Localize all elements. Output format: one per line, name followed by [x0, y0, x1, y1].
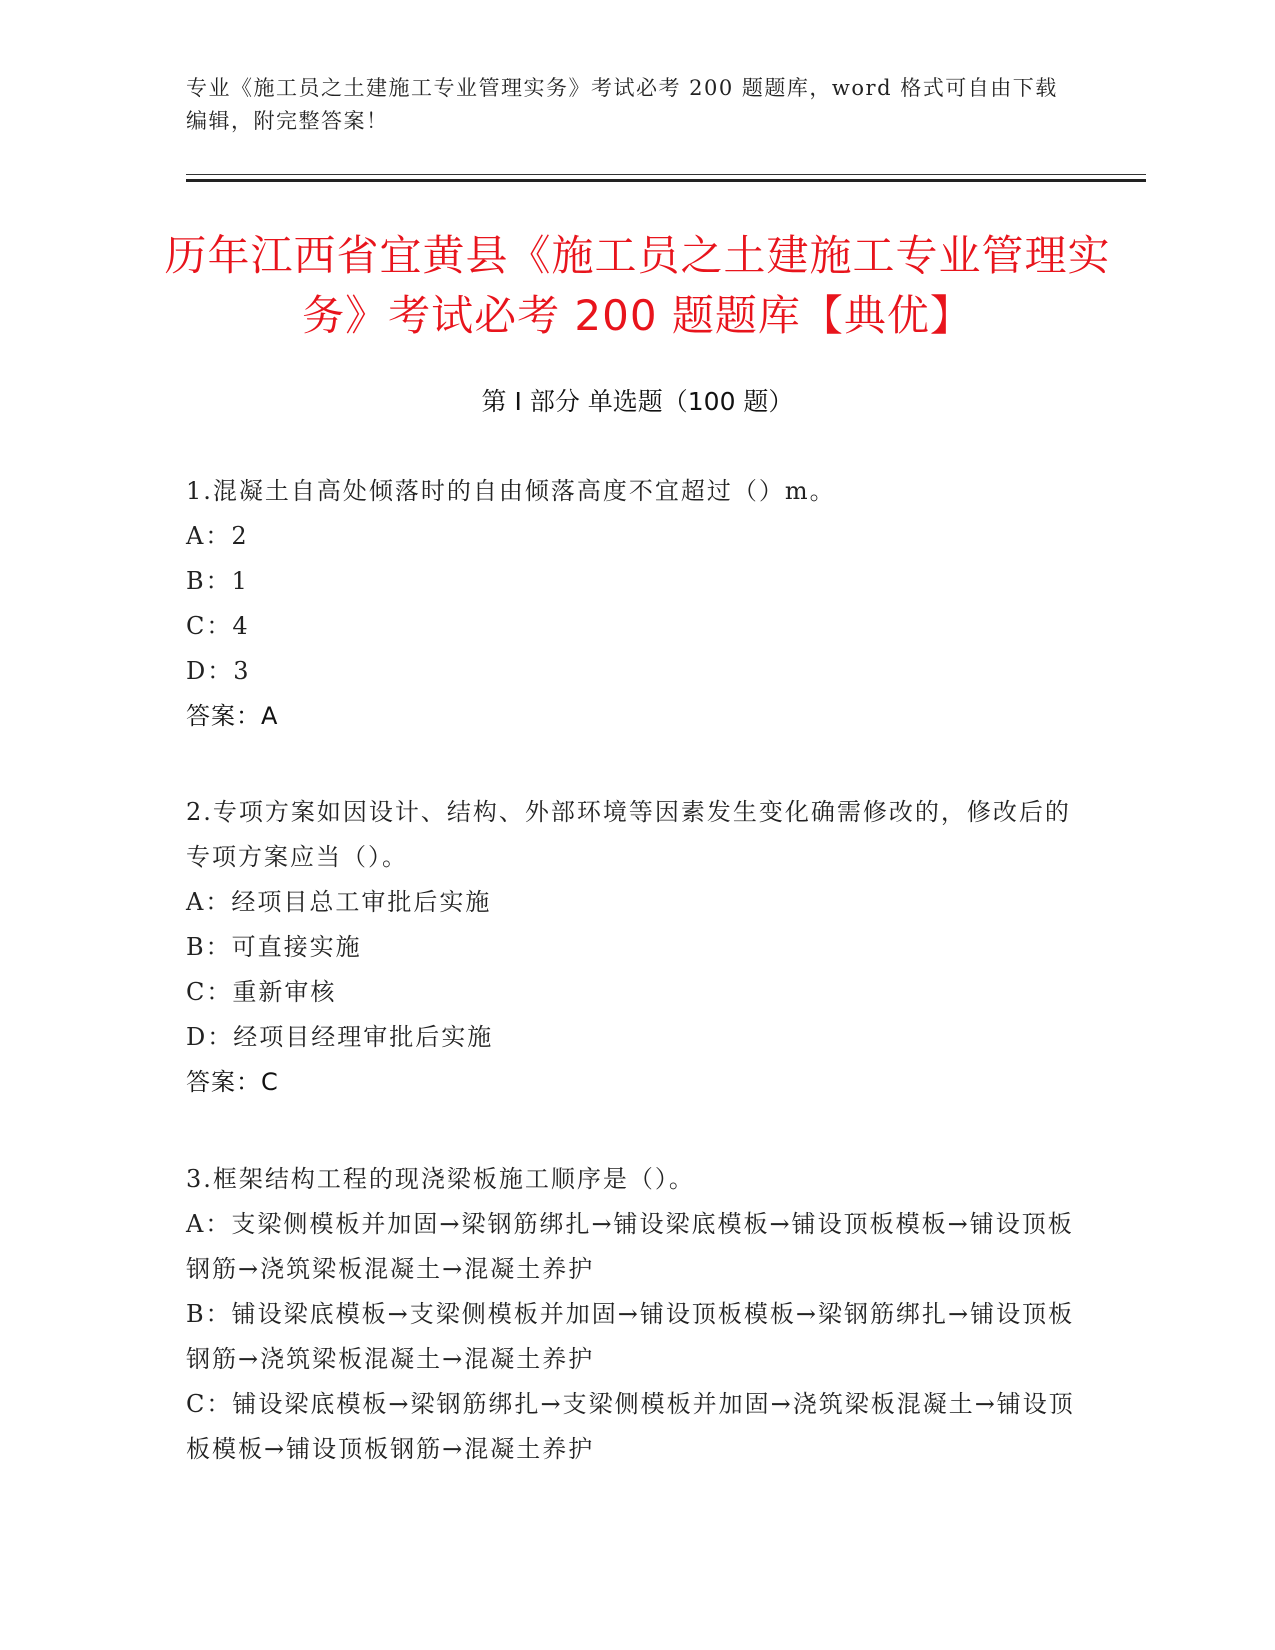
- answer-line: 答案：C: [186, 1068, 279, 1096]
- option-c: C：铺设梁底模板→梁钢筋绑扎→支梁侧模板并加固→浇筑梁板混凝土→铺设顶板模板→铺设顶板钢筋→混凝土养护: [186, 1390, 1075, 1463]
- question-3: [186, 1157, 1086, 1472]
- option-a: A：2: [186, 522, 249, 550]
- option-a: A：支梁侧模板并加固→梁钢筋绑扎→铺设梁底模板→铺设顶板模板→铺设顶板钢筋→浇筑梁板混凝土→混凝土养护: [186, 1210, 1074, 1283]
- option-c: C：重新审核: [186, 978, 337, 1006]
- question-stem: 1.混凝土自高处倾落时的自由倾落高度不宜超过（）m。: [186, 477, 836, 505]
- header-note: 专业《施工员之土建施工专业管理实务》考试必考 200 题题库，word 格式可自由下载编辑，附完整答案！: [186, 76, 1058, 133]
- answer-line: 答案：A: [186, 702, 279, 730]
- option-b: B：可直接实施: [186, 933, 362, 961]
- option-d: D：经项目经理审批后实施: [186, 1023, 494, 1051]
- question-stem: 3.框架结构工程的现浇梁板施工顺序是（）。: [186, 1165, 695, 1193]
- question-1: [186, 469, 1086, 739]
- header-rule-thin: [186, 174, 1146, 175]
- header-rule-thick: [186, 179, 1146, 182]
- option-c: C：4: [186, 612, 250, 640]
- option-d: D：3: [186, 657, 251, 685]
- document-title: 历年江西省宜黄县《施工员之土建施工专业管理实务》考试必考 200 题题库【典优】: [164, 231, 1111, 340]
- question-stem: 2.专项方案如因设计、结构、外部环境等因素发生变化确需修改的，修改后的专项方案应当（）。: [186, 798, 1071, 871]
- option-b: B：1: [186, 567, 249, 595]
- option-b: B：铺设梁底模板→支梁侧模板并加固→铺设顶板模板→梁钢筋绑扎→铺设顶板钢筋→浇筑梁板混凝土→混凝土养护: [186, 1300, 1075, 1373]
- option-a: A：经项目总工审批后实施: [186, 888, 492, 916]
- question-2: [186, 790, 1086, 1105]
- section-heading: 第 I 部分 单选题（100 题）: [481, 387, 794, 416]
